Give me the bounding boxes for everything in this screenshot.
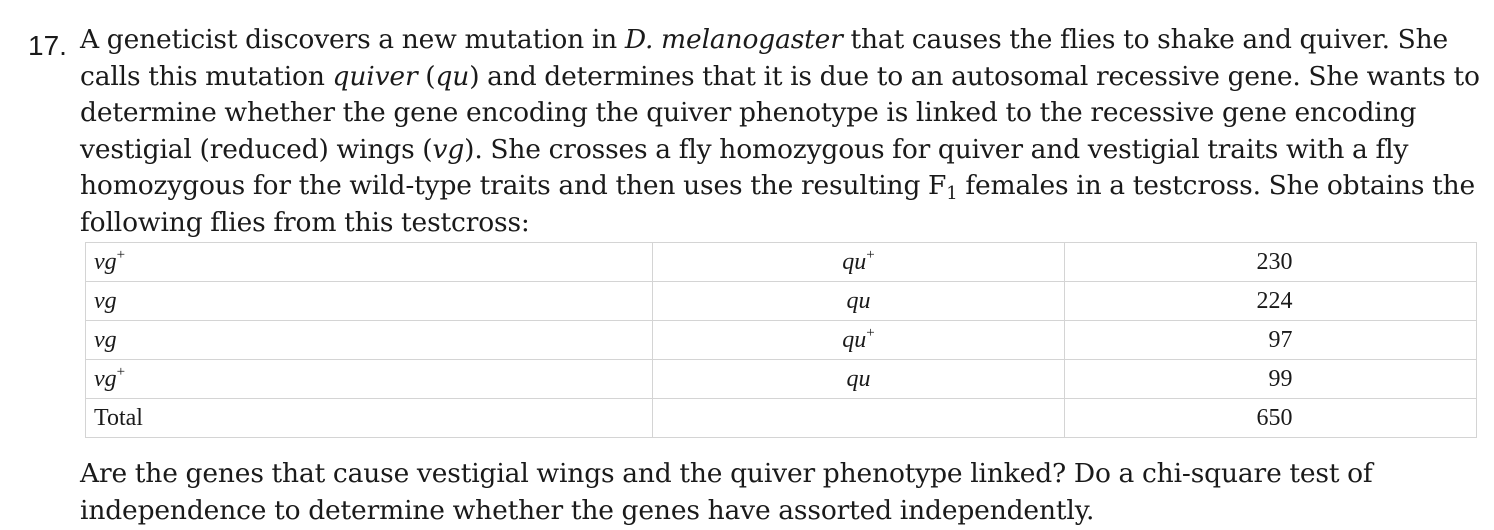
species-name: D. melanogaster [624, 24, 843, 55]
count-value: 230 [1256, 249, 1293, 275]
qu-genotype: qu [842, 249, 867, 275]
gene-name: quiver [332, 60, 418, 92]
stem-text: ( [417, 60, 436, 92]
count-cell [1065, 321, 1477, 360]
total-cell [1065, 399, 1477, 438]
total-row [86, 399, 1477, 438]
vg-genotype: vg [94, 366, 117, 392]
stem-line-3 [80, 95, 1480, 132]
stem-line-1 [80, 22, 1480, 59]
table-row [86, 243, 1477, 282]
qu-cell [653, 282, 1065, 321]
subscript: 1 [946, 183, 958, 204]
qu-cell [653, 243, 1065, 282]
stem-text: vestigial (reduced) wings ( [80, 133, 433, 165]
qu-genotype: qu [846, 366, 871, 392]
total-label: Total [86, 399, 653, 438]
question-number: 17. [28, 30, 67, 61]
count-cell [1065, 243, 1477, 282]
follow-line-2: independence to determine whether the genes have assorted independently. [80, 494, 1095, 526]
count-cell [1065, 282, 1477, 321]
table-row [86, 321, 1477, 360]
vg-genotype: vg [94, 249, 117, 275]
stem-line-2 [80, 59, 1480, 96]
stem-line-4 [80, 132, 1480, 169]
gene-symbol: vg [432, 133, 465, 165]
qu-genotype: qu [842, 327, 867, 353]
stem-text: ) and determines that it is due to an autosomal recessive gene. She wants to [469, 60, 1480, 92]
superscript: + [866, 325, 875, 341]
table-row [86, 360, 1477, 399]
question-stem [80, 22, 1480, 241]
vg-cell [86, 282, 653, 321]
total-value: 650 [1256, 405, 1293, 431]
stem-line-5 [80, 168, 1480, 205]
qu-genotype: qu [846, 288, 871, 314]
stem-text: homozygous for the wild-type traits and then uses the resulting F [80, 170, 947, 201]
vg-genotype: vg [94, 327, 117, 353]
stem-text: females in a testcross. She obtains the [957, 170, 1476, 201]
vg-cell [86, 360, 653, 399]
vg-cell [86, 243, 653, 282]
testcross-table [85, 242, 1477, 438]
qu-cell [653, 321, 1065, 360]
vg-genotype: vg [94, 288, 117, 314]
stem-text: ). She crosses a fly homozygous for quiver and vestigial traits with a fly [464, 133, 1409, 165]
empty-cell [653, 399, 1065, 438]
vg-cell [86, 321, 653, 360]
stem-text: following flies from this testcross: [80, 206, 530, 238]
count-value: 224 [1256, 288, 1293, 314]
stem-text: that causes the flies to shake and quiver. She [842, 24, 1449, 55]
stem-text: calls this mutation [80, 60, 333, 92]
qu-cell [653, 360, 1065, 399]
superscript: + [866, 247, 875, 263]
count-value: 97 [1268, 327, 1293, 353]
follow-up-question [80, 456, 1480, 529]
superscript: + [116, 364, 126, 380]
superscript: + [116, 247, 126, 263]
count-cell [1065, 360, 1477, 399]
gene-symbol: qu [435, 60, 470, 92]
follow-line-1: Are the genes that cause vestigial wings and the quiver phenotype linked? Do a chi-square test of [80, 458, 1373, 489]
table-row [86, 282, 1477, 321]
stem-text: A geneticist discovers a new mutation in [80, 24, 625, 55]
stem-line-6 [80, 205, 1480, 242]
stem-text: determine whether the gene encoding the quiver phenotype is linked to the recessive gene encoding [80, 97, 1417, 128]
count-value: 99 [1268, 366, 1293, 392]
